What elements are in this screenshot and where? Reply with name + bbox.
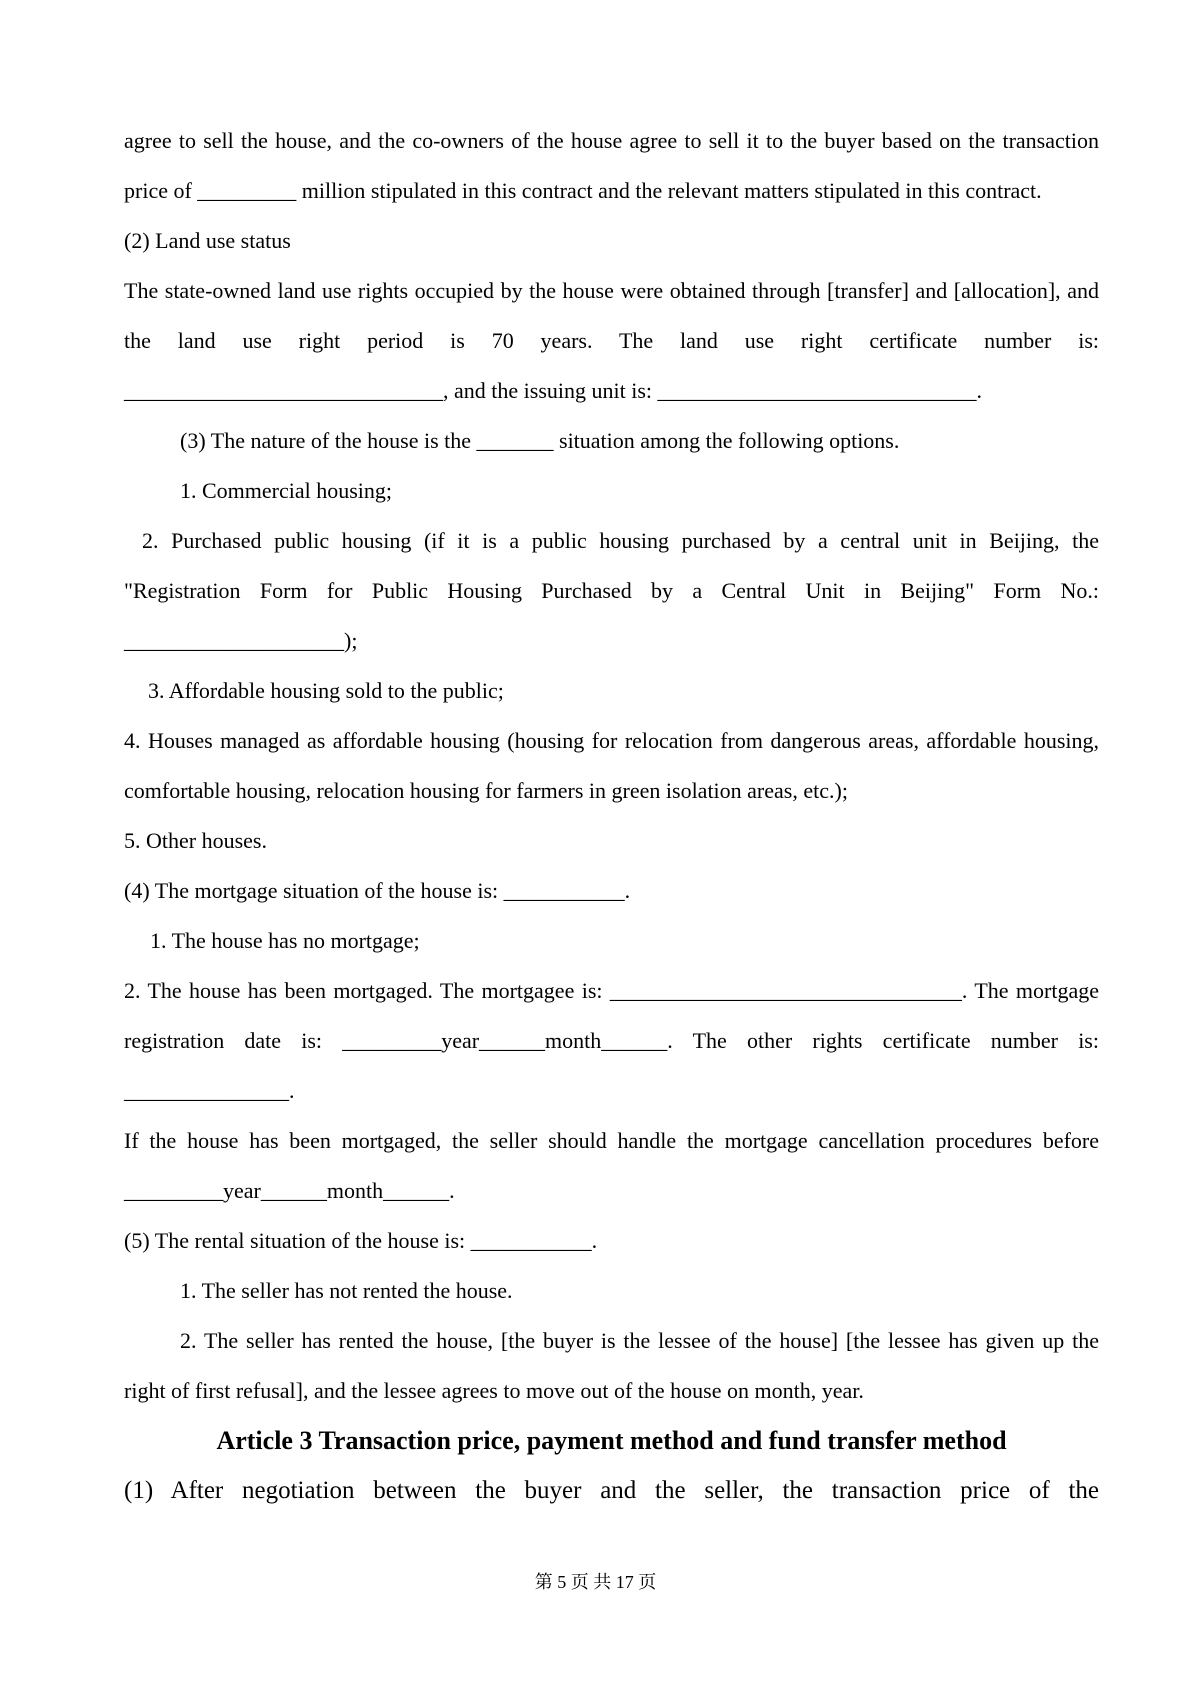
document-body (124, 116, 1099, 1516)
section-house-nature: (3) The nature of the house is the _______ situation among the following options. (180, 428, 900, 453)
paragraph-transaction-price-negotiation: (1) After negotiation between the buyer and the seller, the transaction price of the (124, 1477, 1099, 1504)
section-rental-situation: (5) The rental situation of the house is: ___________. (124, 1228, 598, 1253)
option-commercial-housing: 1. Commercial housing; (180, 478, 393, 503)
option-not-rented: 1. The seller has not rented the house. (180, 1278, 513, 1303)
paragraph-mortgage-cancellation: If the house has been mortgaged, the seller should handle the mortgage cancellation procedures before _________year______month______. (124, 1128, 1099, 1203)
page-footer: 第 5 页 共 17 页 (534, 1572, 657, 1592)
option-other-houses: 5. Other houses. (124, 828, 267, 853)
section-mortgage-situation: (4) The mortgage situation of the house is: ___________. (124, 878, 631, 903)
paragraph-land-use-rights: The state-owned land use rights occupied by the house were obtained through [transfer] and [allocation], and the land use right period is 70 years. The land use right certificate number is: _____________________________, and the issuing unit is: _____________________________. (124, 278, 1099, 403)
article-3-heading: Article 3 Transaction price, payment method and fund transfer method (216, 1426, 1007, 1455)
section-land-use-status: (2) Land use status (124, 228, 291, 253)
option-affordable-housing: 3. Affordable housing sold to the public; (148, 678, 504, 703)
option-managed-affordable-housing: 4. Houses managed as affordable housing (housing for relocation from dangerous areas, affordable housing, comfortable housing, relocation housing for farmers in green isolation areas, etc.); (124, 728, 1099, 803)
option-rented: 2. The seller has rented the house, [the buyer is the lessee of the house] [the lessee has given up the right of first refusal], and the lessee agrees to move out of the house on month, year. (124, 1328, 1099, 1403)
option-no-mortgage: 1. The house has no mortgage; (150, 928, 420, 953)
paragraph-transaction-price: agree to sell the house, and the co-owners of the house agree to sell it to the buyer based on the transaction price of _________ million stipulated in this contract and the relevant matters stipulated in this contract. (124, 128, 1099, 203)
option-mortgaged: 2. The house has been mortgaged. The mortgagee is: ________________________________. The mortgage registration date is: _________year______month______. The other rights certificate number is: _______________. (124, 978, 1099, 1103)
option-purchased-public-housing: 2. Purchased public housing (if it is a public housing purchased by a central unit in Beijing, the "Registration Form for Public Housing Purchased by a Central Unit in Beijing" Form No.: ____________________); (124, 528, 1099, 653)
